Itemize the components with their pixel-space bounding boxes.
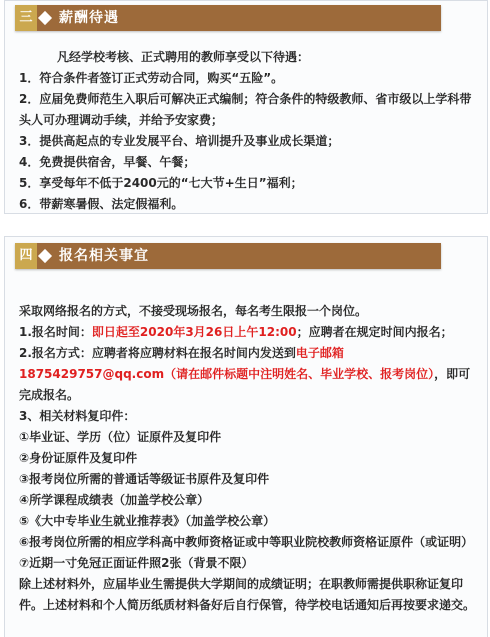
diamond-icon — [38, 11, 52, 25]
email-highlight: 电子邮箱1875429757@qq.com（请在邮件标题中注明姓名、毕业学校、报考岗位） — [19, 346, 435, 381]
section-title: 薪酬待遇 — [59, 10, 119, 26]
registration-body — [19, 301, 479, 616]
benefit-item: 5．享受每年不低于2400元的“七大节+生日”福利； — [19, 176, 303, 190]
benefit-item: 6．带薪寒暑假、法定假福利。 — [19, 197, 184, 211]
material-item: ③报考岗位所需的普通话等级证书原件及复印件 — [19, 472, 270, 486]
registration-section — [4, 236, 488, 637]
section-header-registration — [15, 243, 441, 269]
benefits-body — [19, 47, 479, 215]
material-item: ⑤《大中专毕业生就业推荐表》（加盖学校公章） — [19, 514, 276, 528]
material-item: ⑦近期一寸免冠正面证件照2张（背景不限） — [19, 556, 254, 570]
section-number: 三 — [15, 5, 37, 31]
material-item: ①毕业证、学历（位）证原件及复印件 — [19, 430, 222, 444]
method-tail: ，即可完成报名。 — [19, 367, 471, 402]
section-number: 四 — [15, 243, 37, 269]
material-item: ④所学课程成绩表（加盖学校公章） — [19, 493, 210, 507]
time-tail: ；应聘者在规定时间内报名； — [296, 325, 453, 339]
benefit-item: 3．提供高起点的专业发展平台、培训提升及事业成长渠道； — [19, 134, 340, 148]
benefits-intro: 凡经学校考核、正式聘用的教师享受以下待遇： — [57, 50, 310, 64]
material-item: ②身份证原件及复印件 — [19, 451, 138, 465]
benefits-section — [4, 0, 488, 214]
registration-time — [19, 322, 479, 343]
benefit-item: 2．应届免费师范生入职后可解决正式编制；符合条件的特级教师、省市级以上学科带头人可办理调动手续，并给予安家费； — [19, 92, 472, 127]
benefit-item: 1．符合条件者签订正式劳动合同，购买“五险”。 — [19, 71, 284, 85]
materials-title: 3、相关材料复印件： — [19, 409, 136, 423]
time-value: 即日起至2020年3月26日上午12:00 — [91, 325, 297, 339]
method-label: 2.报名方式：应聘者将应聘材料在报名时间内发送到 — [19, 346, 296, 360]
benefit-item: 4．免费提供宿舍，早餐、午餐； — [19, 155, 196, 169]
registration-intro: 采取网络报名的方式，不接受现场报名，每名考生限报一个岗位。 — [19, 304, 368, 318]
diamond-icon — [38, 249, 52, 263]
section-header-benefits — [15, 5, 441, 31]
section-title: 报名相关事宜 — [59, 248, 149, 264]
materials-note: 除上述材料外，应届毕业生需提供大学期间的成绩证明；在职教师需提供职称证复印件。上述材料和个人简历纸质材料备好后自行保管，待学校电话通知后再按要求递交。 — [19, 577, 476, 612]
material-item: ⑥报考岗位所需的相应学科高中教师资格证或中等职业院校教师资格证原件（或证明） — [19, 535, 474, 549]
registration-method — [19, 343, 479, 406]
time-label: 1.报名时间： — [19, 325, 92, 339]
